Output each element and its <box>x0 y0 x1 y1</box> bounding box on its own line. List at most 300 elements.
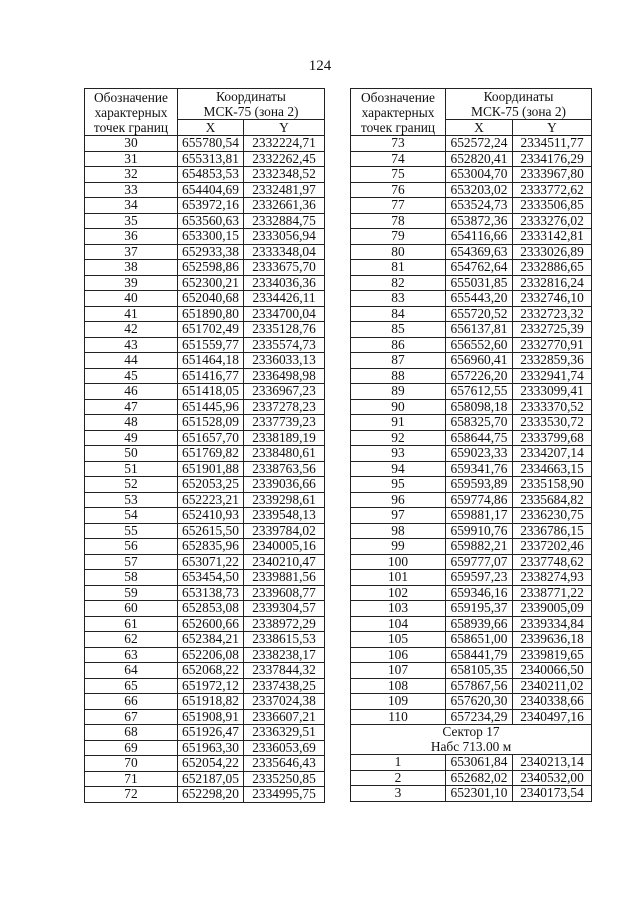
x-coordinate: 653004,70 <box>446 167 513 183</box>
table-row <box>351 306 592 322</box>
table-row <box>85 477 325 493</box>
y-coordinate: 2338238,17 <box>244 647 325 663</box>
table-row <box>85 182 325 198</box>
y-coordinate: 2332816,24 <box>513 275 592 291</box>
x-coordinate: 652206,08 <box>178 647 244 663</box>
y-coordinate: 2334700,04 <box>244 306 325 322</box>
designation-header-line-3: точек границ <box>93 119 169 135</box>
designation-header-line-2: характерных <box>361 104 435 120</box>
y-coordinate: 2332224,71 <box>244 136 325 152</box>
table-row <box>85 632 325 648</box>
y-coordinate: 2339608,77 <box>244 585 325 601</box>
y-coordinate: 2335158,90 <box>513 477 592 493</box>
designation-header-line-1: Обозначение <box>361 89 435 105</box>
y-coordinate: 2340497,16 <box>513 709 592 725</box>
x-coordinate: 655031,85 <box>446 275 513 291</box>
y-coordinate: 2337024,38 <box>244 694 325 710</box>
table-row <box>351 275 592 291</box>
x-header: X <box>446 120 513 136</box>
x-coordinate: 654762,64 <box>446 260 513 276</box>
table-row <box>85 647 325 663</box>
point-number: 67 <box>85 709 178 725</box>
point-number: 82 <box>351 275 446 291</box>
x-coordinate: 657226,20 <box>446 368 513 384</box>
point-number: 37 <box>85 244 178 260</box>
point-number: 97 <box>351 508 446 524</box>
table-row <box>85 601 325 617</box>
point-number: 107 <box>351 663 446 679</box>
y-coordinate: 2333348,04 <box>244 244 325 260</box>
table-row <box>351 786 592 802</box>
point-number: 49 <box>85 430 178 446</box>
point-number: 57 <box>85 554 178 570</box>
point-number: 98 <box>351 523 446 539</box>
y-coordinate: 2339784,02 <box>244 523 325 539</box>
point-number: 30 <box>85 136 178 152</box>
x-coordinate: 658325,70 <box>446 415 513 431</box>
point-number: 2 <box>351 770 446 786</box>
x-coordinate: 652600,66 <box>178 616 244 632</box>
x-coordinate: 651769,82 <box>178 446 244 462</box>
x-coordinate: 653300,15 <box>178 229 244 245</box>
point-number: 38 <box>85 260 178 276</box>
x-coordinate: 655313,81 <box>178 151 244 167</box>
table-row <box>85 198 325 214</box>
table-row <box>85 213 325 229</box>
y-coordinate: 2340066,50 <box>513 663 592 679</box>
table-row <box>85 337 325 353</box>
y-coordinate: 2340532,00 <box>513 770 592 786</box>
point-number: 36 <box>85 229 178 245</box>
table-row <box>351 182 592 198</box>
x-coordinate: 654404,69 <box>178 182 244 198</box>
x-coordinate: 651972,12 <box>178 678 244 694</box>
table-row <box>85 585 325 601</box>
y-coordinate: 2336053,69 <box>244 740 325 756</box>
point-number: 58 <box>85 570 178 586</box>
table-row <box>351 709 592 725</box>
y-coordinate: 2337748,62 <box>513 554 592 570</box>
table-row <box>85 492 325 508</box>
table-row <box>351 492 592 508</box>
x-coordinate: 652835,96 <box>178 539 244 555</box>
point-number: 42 <box>85 322 178 338</box>
x-coordinate: 652384,21 <box>178 632 244 648</box>
x-coordinate: 651926,47 <box>178 725 244 741</box>
point-number: 35 <box>85 213 178 229</box>
point-number: 73 <box>351 136 446 152</box>
x-coordinate: 654369,63 <box>446 244 513 260</box>
y-coordinate: 2333506,85 <box>513 198 592 214</box>
x-coordinate: 652187,05 <box>178 771 244 787</box>
x-coordinate: 657867,56 <box>446 678 513 694</box>
y-coordinate: 2339881,56 <box>244 570 325 586</box>
table-row <box>351 694 592 710</box>
y-coordinate: 2340005,16 <box>244 539 325 555</box>
point-number: 61 <box>85 616 178 632</box>
point-number: 52 <box>85 477 178 493</box>
point-number: 55 <box>85 523 178 539</box>
point-number: 85 <box>351 322 446 338</box>
x-coordinate: 653560,63 <box>178 213 244 229</box>
y-coordinate: 2336230,75 <box>513 508 592 524</box>
page-number: 124 <box>308 58 332 74</box>
x-coordinate: 653972,16 <box>178 198 244 214</box>
table-row <box>351 151 592 167</box>
x-coordinate: 652301,10 <box>446 786 513 802</box>
y-coordinate: 2332348,52 <box>244 167 325 183</box>
x-coordinate: 651963,30 <box>178 740 244 756</box>
y-coordinate: 2338189,19 <box>244 430 325 446</box>
table-row <box>351 213 592 229</box>
y-coordinate: 2339304,57 <box>244 601 325 617</box>
point-number: 32 <box>85 167 178 183</box>
table-row <box>85 353 325 369</box>
table-row <box>85 756 325 772</box>
table-row <box>85 229 325 245</box>
y-coordinate: 2334995,75 <box>244 787 325 803</box>
point-number: 70 <box>85 756 178 772</box>
point-number: 81 <box>351 260 446 276</box>
point-number: 45 <box>85 368 178 384</box>
table-row <box>351 554 592 570</box>
point-number: 102 <box>351 585 446 601</box>
y-coordinate: 2337844,32 <box>244 663 325 679</box>
x-coordinate: 659346,16 <box>446 585 513 601</box>
x-coordinate: 652682,02 <box>446 770 513 786</box>
y-coordinate: 2338274,93 <box>513 570 592 586</box>
table-row <box>351 384 592 400</box>
coordinate-system-header: МСК-75 (зона 2) <box>446 104 592 120</box>
point-number: 60 <box>85 601 178 617</box>
x-coordinate: 651445,96 <box>178 399 244 415</box>
designation-header <box>351 89 446 136</box>
x-coordinate: 655443,20 <box>446 291 513 307</box>
right-table-body <box>351 136 592 802</box>
point-number: 48 <box>85 415 178 431</box>
y-coordinate: 2334176,29 <box>513 151 592 167</box>
x-coordinate: 652853,08 <box>178 601 244 617</box>
point-number: 91 <box>351 415 446 431</box>
y-coordinate: 2339036,66 <box>244 477 325 493</box>
designation-header-line-2: характерных <box>94 104 168 120</box>
table-row <box>351 368 592 384</box>
x-coordinate: 658098,18 <box>446 399 513 415</box>
table-row <box>85 306 325 322</box>
table-row <box>351 430 592 446</box>
table-row <box>351 601 592 617</box>
y-coordinate: 2333675,70 <box>244 260 325 276</box>
x-coordinate: 651464,18 <box>178 353 244 369</box>
point-number: 108 <box>351 678 446 694</box>
table-row <box>351 477 592 493</box>
y-coordinate: 2334036,36 <box>244 275 325 291</box>
y-coordinate: 2333142,81 <box>513 229 592 245</box>
table-row <box>351 663 592 679</box>
y-coordinate: 2338763,56 <box>244 461 325 477</box>
y-coordinate: 2334663,15 <box>513 461 592 477</box>
point-number: 56 <box>85 539 178 555</box>
x-coordinate: 659593,89 <box>446 477 513 493</box>
x-coordinate: 651559,77 <box>178 337 244 353</box>
y-coordinate: 2332725,39 <box>513 322 592 338</box>
point-number: 74 <box>351 151 446 167</box>
y-coordinate: 2336786,15 <box>513 523 592 539</box>
table-row <box>351 136 592 152</box>
point-number: 69 <box>85 740 178 756</box>
designation-header-line-1: Обозначение <box>94 89 168 105</box>
table-row <box>85 709 325 725</box>
y-header: Y <box>513 120 592 136</box>
point-number: 101 <box>351 570 446 586</box>
coordinate-system-header: МСК-75 (зона 2) <box>178 104 325 120</box>
x-coordinate: 652615,50 <box>178 523 244 539</box>
point-number: 75 <box>351 167 446 183</box>
point-number: 51 <box>85 461 178 477</box>
point-number: 92 <box>351 430 446 446</box>
right-coordinates-table <box>350 88 592 802</box>
point-number: 46 <box>85 384 178 400</box>
x-coordinate: 655720,52 <box>446 306 513 322</box>
x-coordinate: 653454,50 <box>178 570 244 586</box>
point-number: 96 <box>351 492 446 508</box>
table-row <box>351 446 592 462</box>
x-coordinate: 657612,55 <box>446 384 513 400</box>
x-coordinate: 651528,09 <box>178 415 244 431</box>
y-coordinate: 2335684,82 <box>513 492 592 508</box>
point-number: 79 <box>351 229 446 245</box>
y-coordinate: 2339548,13 <box>244 508 325 524</box>
y-coordinate: 2338480,61 <box>244 446 325 462</box>
point-number: 31 <box>85 151 178 167</box>
x-coordinate: 653524,73 <box>446 198 513 214</box>
point-number: 90 <box>351 399 446 415</box>
y-coordinate: 2335574,73 <box>244 337 325 353</box>
point-number: 105 <box>351 632 446 648</box>
x-coordinate: 659881,17 <box>446 508 513 524</box>
point-number: 93 <box>351 446 446 462</box>
y-coordinate: 2340213,14 <box>513 755 592 771</box>
x-coordinate: 659195,37 <box>446 601 513 617</box>
x-coordinate: 652933,38 <box>178 244 244 260</box>
x-header: X <box>178 120 244 136</box>
designation-header <box>85 89 178 136</box>
point-number: 44 <box>85 353 178 369</box>
y-coordinate: 2337739,23 <box>244 415 325 431</box>
y-coordinate: 2334511,77 <box>513 136 592 152</box>
point-number: 87 <box>351 353 446 369</box>
x-coordinate: 659023,33 <box>446 446 513 462</box>
table-row <box>85 415 325 431</box>
y-header: Y <box>244 120 325 136</box>
table-row <box>351 337 592 353</box>
y-coordinate: 2336033,13 <box>244 353 325 369</box>
x-coordinate: 651908,91 <box>178 709 244 725</box>
y-coordinate: 2338771,22 <box>513 585 592 601</box>
point-number: 103 <box>351 601 446 617</box>
left-table-body <box>85 136 325 803</box>
table-row <box>85 523 325 539</box>
table-row <box>85 151 325 167</box>
y-coordinate: 2340173,54 <box>513 786 592 802</box>
table-row <box>85 725 325 741</box>
x-coordinate: 659341,76 <box>446 461 513 477</box>
x-coordinate: 653061,84 <box>446 755 513 771</box>
point-number: 33 <box>85 182 178 198</box>
point-number: 100 <box>351 554 446 570</box>
table-row <box>85 136 325 152</box>
table-row <box>85 167 325 183</box>
x-coordinate: 659910,76 <box>446 523 513 539</box>
y-coordinate: 2333967,80 <box>513 167 592 183</box>
table-row <box>351 399 592 415</box>
table-row <box>351 616 592 632</box>
table-row <box>85 663 325 679</box>
y-coordinate: 2333530,72 <box>513 415 592 431</box>
x-coordinate: 659777,07 <box>446 554 513 570</box>
point-number: 54 <box>85 508 178 524</box>
point-number: 43 <box>85 337 178 353</box>
table-row <box>85 461 325 477</box>
point-number: 63 <box>85 647 178 663</box>
table-row <box>85 399 325 415</box>
x-coordinate: 659774,86 <box>446 492 513 508</box>
point-number: 89 <box>351 384 446 400</box>
table-row <box>85 694 325 710</box>
table-row <box>85 771 325 787</box>
y-coordinate: 2340338,66 <box>513 694 592 710</box>
x-coordinate: 658441,79 <box>446 647 513 663</box>
point-number: 59 <box>85 585 178 601</box>
point-number: 84 <box>351 306 446 322</box>
x-coordinate: 652223,21 <box>178 492 244 508</box>
x-coordinate: 658939,66 <box>446 616 513 632</box>
designation-header-line-3: точек границ <box>360 119 436 135</box>
x-coordinate: 653203,02 <box>446 182 513 198</box>
table-row <box>85 787 325 803</box>
point-number: 77 <box>351 198 446 214</box>
y-coordinate: 2333370,52 <box>513 399 592 415</box>
point-number: 3 <box>351 786 446 802</box>
y-coordinate: 2335646,43 <box>244 756 325 772</box>
y-coordinate: 2339334,84 <box>513 616 592 632</box>
x-coordinate: 652598,86 <box>178 260 244 276</box>
x-coordinate: 652572,24 <box>446 136 513 152</box>
table-row <box>85 570 325 586</box>
x-coordinate: 652300,21 <box>178 275 244 291</box>
x-coordinate: 656552,60 <box>446 337 513 353</box>
table-row <box>85 430 325 446</box>
table-row <box>351 570 592 586</box>
table-row <box>85 368 325 384</box>
x-coordinate: 658651,00 <box>446 632 513 648</box>
point-number: 50 <box>85 446 178 462</box>
x-coordinate: 651918,82 <box>178 694 244 710</box>
coordinates-header: Координаты <box>446 89 592 105</box>
x-coordinate: 651901,88 <box>178 461 244 477</box>
y-coordinate: 2340210,47 <box>244 554 325 570</box>
point-number: 62 <box>85 632 178 648</box>
point-number: 106 <box>351 647 446 663</box>
x-coordinate: 659597,23 <box>446 570 513 586</box>
y-coordinate: 2333056,94 <box>244 229 325 245</box>
table-row <box>351 291 592 307</box>
x-coordinate: 652068,22 <box>178 663 244 679</box>
x-coordinate: 651416,77 <box>178 368 244 384</box>
y-coordinate: 2333099,41 <box>513 384 592 400</box>
x-coordinate: 655780,54 <box>178 136 244 152</box>
y-coordinate: 2333772,62 <box>513 182 592 198</box>
x-coordinate: 659882,21 <box>446 539 513 555</box>
table-row <box>351 523 592 539</box>
y-coordinate: 2336329,51 <box>244 725 325 741</box>
sector-title: Сектор 17 <box>351 725 592 740</box>
point-number: 80 <box>351 244 446 260</box>
point-number: 95 <box>351 477 446 493</box>
y-coordinate: 2339636,18 <box>513 632 592 648</box>
y-coordinate: 2332481,97 <box>244 182 325 198</box>
point-number: 68 <box>85 725 178 741</box>
point-number: 64 <box>85 663 178 679</box>
y-coordinate: 2332661,36 <box>244 198 325 214</box>
y-coordinate: 2333799,68 <box>513 430 592 446</box>
x-coordinate: 654116,66 <box>446 229 513 245</box>
x-coordinate: 652054,22 <box>178 756 244 772</box>
table-row <box>351 353 592 369</box>
point-number: 83 <box>351 291 446 307</box>
y-coordinate: 2337438,25 <box>244 678 325 694</box>
x-coordinate: 651702,49 <box>178 322 244 338</box>
table-row <box>351 167 592 183</box>
y-coordinate: 2338615,53 <box>244 632 325 648</box>
y-coordinate: 2339005,09 <box>513 601 592 617</box>
table-row <box>351 415 592 431</box>
table-row <box>351 260 592 276</box>
y-coordinate: 2339298,61 <box>244 492 325 508</box>
point-number: 53 <box>85 492 178 508</box>
point-number: 1 <box>351 755 446 771</box>
sector-height: Набс 713.00 м <box>351 740 592 755</box>
x-coordinate: 657234,29 <box>446 709 513 725</box>
table-row <box>351 678 592 694</box>
table-row <box>351 585 592 601</box>
x-coordinate: 656960,41 <box>446 353 513 369</box>
y-coordinate: 2332884,75 <box>244 213 325 229</box>
point-number: 76 <box>351 182 446 198</box>
y-coordinate: 2338972,29 <box>244 616 325 632</box>
y-coordinate: 2332941,74 <box>513 368 592 384</box>
table-row <box>85 291 325 307</box>
x-coordinate: 653138,73 <box>178 585 244 601</box>
coordinates-header: Координаты <box>178 89 325 105</box>
table-row <box>85 616 325 632</box>
table-row <box>85 539 325 555</box>
y-coordinate: 2335250,85 <box>244 771 325 787</box>
point-number: 41 <box>85 306 178 322</box>
y-coordinate: 2337202,46 <box>513 539 592 555</box>
table-row <box>351 647 592 663</box>
table-row <box>351 244 592 260</box>
point-number: 72 <box>85 787 178 803</box>
y-coordinate: 2334207,14 <box>513 446 592 462</box>
sector-title-row <box>351 725 592 740</box>
x-coordinate: 652820,41 <box>446 151 513 167</box>
table-row <box>85 384 325 400</box>
point-number: 47 <box>85 399 178 415</box>
x-coordinate: 652298,20 <box>178 787 244 803</box>
table-row <box>351 755 592 771</box>
x-coordinate: 658105,35 <box>446 663 513 679</box>
